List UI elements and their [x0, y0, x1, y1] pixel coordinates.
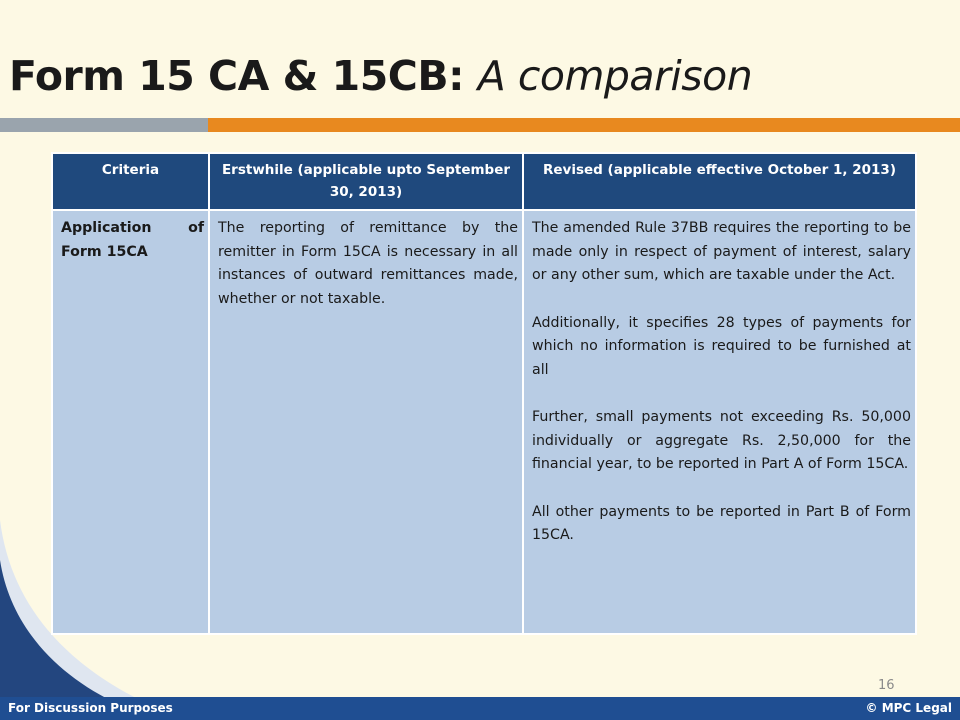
table-header-row — [52, 153, 916, 210]
revised-paragraph: Further, small payments not exceeding Rs. 50,000 individually or aggregate Rs. 2,50,000 for the financial year, to be reported in Part A of Form 15CA. — [532, 409, 911, 472]
criteria-text: Application of Form 15CA — [61, 220, 204, 260]
title-main: Form 15 CA & 15CB: — [9, 52, 464, 100]
cell-criteria — [52, 210, 209, 634]
revised-paragraph: Additionally, it specifies 28 types of payments for which no information is required to be furnished at all — [532, 314, 911, 378]
page-number: 16 — [878, 678, 895, 693]
slide-title — [9, 50, 752, 102]
title-underline-grey — [0, 118, 208, 132]
table-row — [52, 210, 916, 634]
title-underline-orange — [208, 118, 960, 132]
footer-bar — [0, 697, 960, 720]
cell-erstwhile: The reporting of remittance by the remitter in Form 15CA is necessary in all instances of outward remittances made, whether or not taxable. — [209, 210, 523, 634]
header-criteria: Criteria — [52, 153, 209, 210]
header-erstwhile: Erstwhile (applicable upto September 30, 2013) — [209, 153, 523, 210]
revised-paragraph: All other payments to be reported in Part B of Form 15CA. — [532, 503, 911, 543]
footer-copyright: © MPC Legal — [865, 701, 952, 715]
cell-revised — [523, 210, 916, 634]
revised-paragraph: The amended Rule 37BB requires the reporting to be made only in respect of payment of interest, salary or any other sum, which are taxable under the Act. — [532, 220, 911, 283]
header-revised: Revised (applicable effective October 1, 2013) — [523, 153, 916, 210]
comparison-table — [51, 152, 917, 635]
title-subtitle: A comparison — [477, 52, 753, 100]
footer-disclaimer: For Discussion Purposes — [8, 701, 173, 715]
